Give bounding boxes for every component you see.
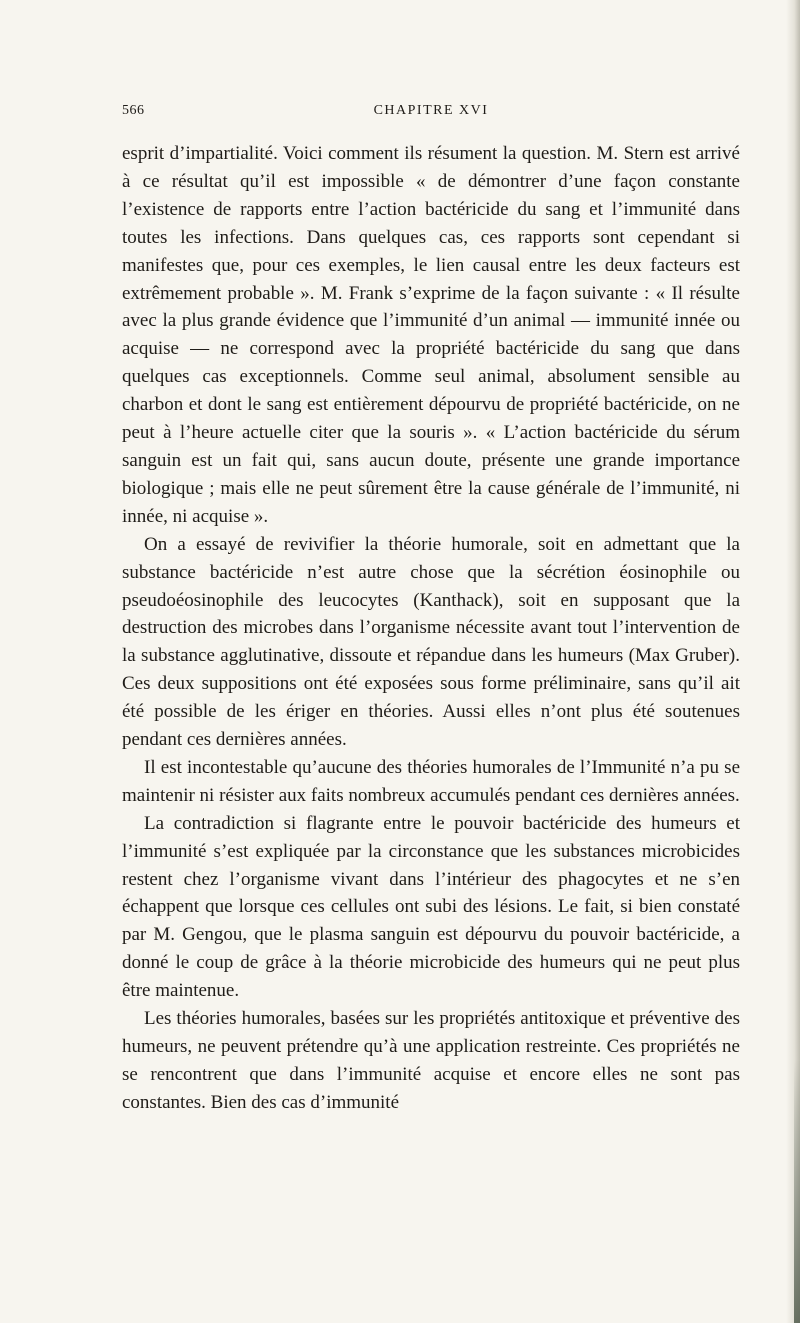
page-number: 566 <box>122 103 145 118</box>
paragraph-2: On a essayé de revivifier la théorie humorale, soit en admettant que la substance bactéricide n’est autre chose que la sécrétion éosinophile ou pseudoéosinophile des leucocytes (Kanthack), soit en supposant que la destruction des microbes dans l’organisme nécessite avant tout l’intervention de la substance agglutinative, dissoute et répandue dans les humeurs (Max Gruber). Ces deux suppositions ont été exposées sous forme préliminaire, sans qu’il ait été possible de les ériger en théories. Aussi elles n’ont plus été soutenues pendant ces dernières années. <box>122 533 740 751</box>
page-edge-binding <box>794 1060 800 1323</box>
chapter-title: CHAPITRE XVI <box>373 103 489 118</box>
page-header <box>122 103 740 127</box>
body-text <box>122 140 740 1117</box>
paragraph-1: esprit d’impartialité. Voici comment ils résument la question. M. Stern est arrivé à ce résultat qu’il est impossible « de démontrer d’une façon constante l’existence de rapports entre l’action bactéricide du sang et l’immunité dans toutes les infections. Dans quelques cas, ces rapports sont cependant si manifestes que, pour ces exemples, le lien causal entre les deux facteurs est extrêmement probable ». M. Frank s’exprime de la façon suivante : « Il résulte avec la plus grande évidence que l’immunité d’un animal — immunité innée ou acquise — ne correspond avec la propriété bactéricide du sang que dans quelques cas exceptionnels. Comme seul animal, absolument sensible au charbon et dont le sang est entièrement dépourvu de propriété bactéricide, on ne peut à l’heure actuelle citer que la souris ». « L’action bactéricide du sérum sanguin est un fait qui, sans aucun doute, présente une grande importance biologique ; mais elle ne peut sûrement être la cause générale de l’immunité, ni innée, ni acquise ». <box>122 143 740 527</box>
paragraph-5: Les théories humorales, basées sur les propriétés antitoxique et préventive des humeurs, ne peuvent prétendre qu’à une application restreinte. Ces propriétés ne se rencontrent que dans l’immunité acquise et encore elles ne sont pas constantes. Bien des cas d’immunité <box>122 1008 740 1113</box>
paragraph-4: La contradiction si flagrante entre le pouvoir bactéricide des humeurs et l’immunité s’est expliquée par la circonstance que les substances microbicides restent chez l’organisme vivant dans l’intérieur des phagocytes et ne s’en échappent que lorsque ces cellules ont subi des lésions. Le fait, si bien constaté par M. Gengou, que le plasma sanguin est dépourvu du pouvoir bactéricide, a donné le coup de grâce à la théorie microbicide des humeurs qui ne peut plus être maintenue. <box>122 812 740 1002</box>
paragraph-3: Il est incontestable qu’aucune des théories humorales de l’Immunité n’a pu se maintenir ni résister aux faits nombreux accumulés pendant ces dernières années. <box>122 756 740 806</box>
